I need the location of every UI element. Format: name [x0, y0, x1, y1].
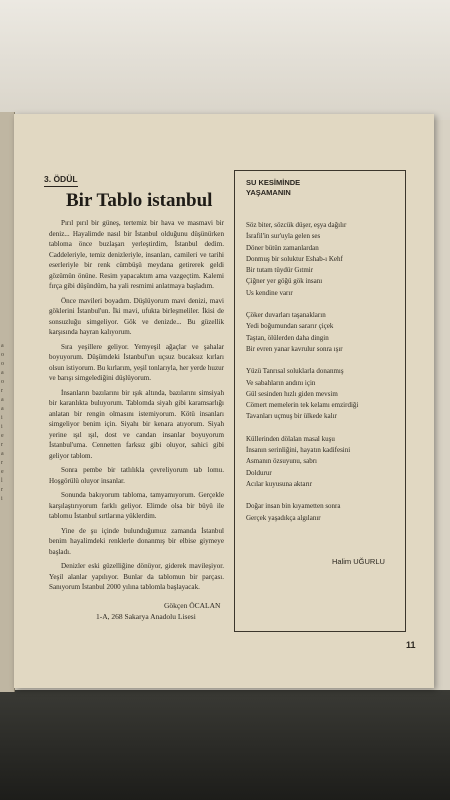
fragment: o [1, 361, 4, 367]
background-table [0, 690, 450, 800]
article-paragraph: Denizler eski güzelliğine dönüyor, giderek mavileşiyor. Yeşil alanlar yapılıyor. Bunlar da tablomun bir parçası. Sanıyorum İstanbul 2000 yılına tablomla başlayacak. [49, 562, 224, 591]
article-paragraph: İnsanların bazılarını bir ışık altında, bazılarını simsiyah bir karanlıkta buluyorum. Tablomda siyah gibi karamsarlığı anlatan bir rengin olmasını istemiyorum. Kötü insanları simgeliyor benim için. Siyahı bir kenara atıyorum. Siyah yerine ışıl ışıl, dost ve candan insanlar boyuyorum İstanbul'uma. Cennetten farksız gibi oluyor, sahici gibi geliyor tablom. [49, 388, 224, 460]
article-paragraph: Pırıl pırıl bir güneş, tertemiz bir hava ve masmavi bir deniz... Hayalimde nasıl bir İstanbul olduğunu düşünürken tabloma önce buzlaşarı yerleştirdim, İstanbul dedim. Caddeleriyle, temiz denizleriyle, insanları, camileri ve tarihi eserleriyle bir renk cümbüşü meydana getirerek geldi gözümün önüne. Resim yapacaktım ama vazgeçtim. Kalemi fırça gibi düşündüm, ha yali resmimi anlatmaya başladım. [49, 219, 224, 290]
fragment: a [1, 406, 4, 412]
left-page-edge [0, 112, 15, 692]
poem-line: Us kendine varır [246, 288, 293, 297]
poem-line: Donmuş bir soluktur Eshab-ı Kehf [246, 254, 343, 263]
poem-line: Taştan, ölülerden daha dingin [246, 333, 329, 342]
article-paragraph: Yine de şu içinde bulunduğumuz zamanda İstanbul benim hayalimdeki renklerle donanmış bir elbise giymeye başladı. [49, 526, 224, 556]
left-page-fragments [1, 342, 13, 504]
fragment: i [1, 415, 3, 421]
award-label: 3. ÖDÜL [44, 174, 78, 187]
poem-stanza [246, 434, 401, 490]
page-number: 11 [406, 640, 416, 650]
poem-line: Küllerinden dölalan masal kuşu [246, 434, 335, 443]
background-wall [0, 0, 450, 120]
poem-line: İsrafil'in sur'uyla gelen ses [246, 232, 321, 241]
poem-title-line: SU KESİMİNDE [246, 178, 301, 187]
poem-line: Bir tutam tüydür Gıtmir [246, 266, 314, 275]
fragment: a [1, 397, 4, 403]
poem-title [246, 178, 300, 198]
poem-line: Gerçek yaşadıkça algılanır [246, 513, 321, 522]
fragment: o [1, 379, 4, 385]
poem-line: Döner bütün zamanlardan [246, 243, 319, 252]
poem-line: Bir evren yanar kavrulur sonra ışır [246, 344, 343, 353]
poem-stanza [246, 310, 401, 355]
poem-line: Acılar kuyusuna aktarır [246, 479, 313, 488]
fragment: r [1, 487, 3, 493]
article-byline [94, 600, 234, 622]
fragment: i [1, 496, 3, 502]
poem-line: Çiğner yer göğü gök insanı [246, 277, 323, 286]
article-paragraph: Sonra pembe bir tatlılıkla çevreliyorum tab lomu. Hoşgörülü oluyor insanlar. [49, 466, 224, 485]
fragment: e [1, 469, 4, 475]
article-title: Bir Tablo istanbul [66, 190, 213, 211]
fragment: i [1, 424, 3, 430]
article-paragraph: Sıra yeşillere geliyor. Yemyeşil ağaçlar ve şahalar boyuyorum. Düşümdeki İstanbul'un uçsuz bucaksız kırları olsun istiyorum. Bu kırlarım, yeşil tonlarıyla, her yerde huzur ve barışı simgelediğini düşlüyorum. [49, 342, 224, 382]
author-name: Gökçen ÖCALAN [164, 601, 221, 610]
magazine-page [14, 114, 434, 688]
poem-line: Doldurur [246, 468, 272, 477]
poem-line: Söz biter, sözcük düşer, eşya dağılır [246, 221, 347, 229]
fragment: r [1, 460, 3, 466]
poem-line: Cömert memelerin tek kelamı emzirdiği [246, 401, 359, 410]
fragment: e [1, 433, 4, 439]
fragment: a [1, 451, 4, 457]
fragment: r [1, 388, 3, 394]
poem-stanza [246, 220, 401, 299]
fragment: a [1, 370, 4, 376]
poem-line: Tavanları uçmuş bir ülkede kalır [246, 412, 337, 421]
poem-line: Doğar insan bin kıyametten sonra [246, 502, 341, 511]
poem-line: Ve sabahların andını için [246, 378, 316, 387]
fragment: l [1, 478, 3, 484]
article-paragraph: Önce mavileri boyadım. Düşlüyorum mavi denizi, mavi göklerini İstanbul'un. İki mavi, ufukta birleşmeliler. İkisi de sonsuzluğu simgeliyor. Gök ve denizde... Bu güzellik karşısında hayran kalıyorum. [49, 296, 224, 336]
poem-title-line: YAŞAMANIN [246, 188, 291, 197]
poem-stanza [246, 366, 401, 422]
article-body [49, 218, 224, 597]
fragment: a [1, 343, 4, 349]
poem-line: İnsanın serinliğini, hayatın kadifesini [246, 446, 351, 455]
fragment: r [1, 442, 3, 448]
article-paragraph: Sonunda bakıyorum tabloma, tamyamıyorum. Gerçekle karşılaştırıyorum farklı geliyor. Elimde olsa bir büyü ile tablomu İstanbul sırtlarına yüklerdim. [49, 491, 224, 520]
poet-name: Halim UĞURLU [332, 557, 385, 566]
poem-line: Yedi boğumundan sararır çiçek [246, 322, 334, 331]
poem-line: Asmanın özsuyunu, sabrı [246, 457, 317, 466]
author-school: 1-A, 268 Sakarya Anadolu Lisesi [96, 612, 196, 621]
fragment: o [1, 352, 4, 358]
poem-line: Çöker duvarları taşanakların [246, 311, 326, 320]
poem-text [246, 220, 401, 535]
poem-line: Yüzü Tanrısal soluklarla donanmış [246, 367, 344, 376]
poem-line: Gül sesinden hızlı giden mevsim [246, 389, 338, 398]
poem-stanza [246, 501, 401, 524]
